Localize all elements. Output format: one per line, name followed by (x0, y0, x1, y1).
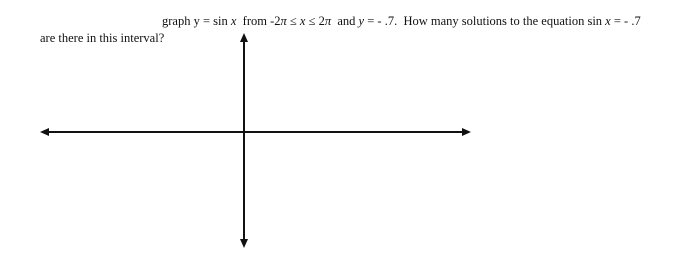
variable-y: y (358, 14, 365, 28)
variable-x: x (230, 14, 237, 28)
x-axis-right-arrow-icon (462, 128, 471, 136)
question-text-part: and (331, 14, 359, 28)
question-text-line-2: are there in this interval? (40, 31, 165, 45)
y-axis (240, 33, 248, 248)
y-axis-down-arrow-icon (240, 239, 248, 248)
question-text-part: from -2 (236, 14, 281, 28)
question-text-part: = - .7. How many solutions to the equation sin (364, 14, 606, 28)
y-axis-up-arrow-icon (240, 33, 248, 42)
pi-symbol: π (324, 14, 332, 28)
question-text-part: ≤ 2 (305, 14, 325, 28)
variable-x: x (605, 14, 611, 28)
x-axis-left-arrow-icon (40, 128, 49, 136)
pi-symbol: π (280, 14, 287, 28)
x-axis (40, 128, 471, 136)
variable-x: x (299, 14, 306, 28)
question-text-part: = - .7 (610, 14, 641, 28)
question-text-part: graph y = sin (162, 14, 231, 28)
question-text-part: ≤ (286, 14, 300, 28)
